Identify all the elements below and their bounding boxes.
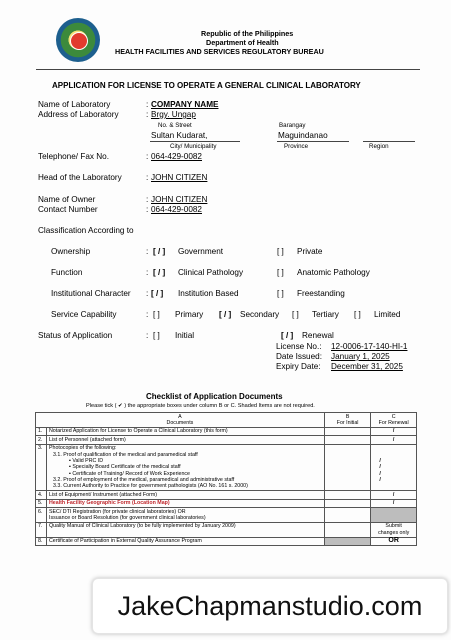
colon: : xyxy=(146,110,149,119)
colon: : xyxy=(146,195,149,204)
checklist-title: Checklist of Application Documents xyxy=(146,392,283,401)
table-row: 5. Health Facility Geographic Form (Location Map) / xyxy=(36,499,417,507)
initial-checkbox: [ ] xyxy=(153,331,160,340)
initial-option: Initial xyxy=(175,331,195,340)
primary-checkbox: [ ] xyxy=(153,310,160,319)
secondary-option: Secondary xyxy=(240,310,280,319)
city-underline xyxy=(150,141,240,142)
table-row: 4. List of Equipment/ Instrument (attached Form) / xyxy=(36,491,417,499)
city-caption: City/ Municipality xyxy=(170,143,217,150)
anatomic-pathology-option: Anatomic Pathology xyxy=(297,268,370,277)
column-b-header: B For Initial xyxy=(324,413,370,428)
province-underline xyxy=(277,141,349,142)
doc-item: List of Personnel (attached form) xyxy=(46,436,324,444)
primary-option: Primary xyxy=(175,310,204,319)
shaded-cell xyxy=(324,537,370,545)
table-row: 1. Notarized Application for License to Operate a Clinical Laboratory (this form) / xyxy=(36,427,417,435)
expiry-date-label: Expiry Date: xyxy=(276,362,321,371)
tertiary-option: Tertiary xyxy=(312,310,339,319)
colon: : xyxy=(146,331,149,340)
government-checkbox: [ / ] xyxy=(153,247,166,256)
private-option: Private xyxy=(297,247,323,256)
doc-item: Photocopies of the following: 3.1. Proof of qualification of the medical and paramedical staff ▪ Valid PRC ID ▪ Specialty Board Certificate of the medical staff ▪ Certificate of Training/ Record of Work Experience 3.2. Proof of employment of the medical, paramedical and administrative staff 3.3. Current Authority to Practice for government pathologists (AO No. 161 s. 2000) xyxy=(46,444,324,490)
initial-cell xyxy=(324,427,370,435)
secondary-checkbox: [ / ] xyxy=(219,310,232,319)
header-divider xyxy=(36,69,420,70)
colon: : xyxy=(146,173,149,182)
telephone-value: 064-429-0082 xyxy=(151,152,202,161)
region-underline xyxy=(363,141,415,142)
table-row: 8. Certificate of Participation in External Quality Assurance Program OR xyxy=(36,537,417,545)
renewal-ticks: / / / / xyxy=(371,444,417,490)
head-value: JOHN CITIZEN xyxy=(151,173,208,182)
column-c-header: C For Renewal xyxy=(371,413,417,428)
column-a-header: A Documents xyxy=(36,413,325,428)
table-row: 3. Photocopies of the following: 3.1. Proof of qualification of the medical and paramedical staff ▪ Valid PRC ID ▪ Specialty Board Certificate of the medical staff ▪ Certificate of Training/ Record of Work Experience 3.2. Proof of employment of the medical, paramedical and administrative staff 3.3. Current Authority to Practice for government pathologists (AO No. 161 s. 2000) / / / / xyxy=(36,444,417,490)
clinical-pathology-option: Clinical Pathology xyxy=(178,268,244,277)
table-row: 6. SEC/ DTI Registration (for private clinical laboratories) OR Issuance or Board Resolution (for government clinical laboratories) xyxy=(36,507,417,522)
province-caption: Province xyxy=(284,143,309,150)
header-line-department: Department of Health xyxy=(206,38,279,47)
initial-cell xyxy=(324,436,370,444)
head-label: Head of the Laboratory xyxy=(38,173,122,182)
doc-item: Certificate of Participation in External Quality Assurance Program xyxy=(46,537,324,545)
initial-cell xyxy=(324,499,370,507)
owner-value: JOHN CITIZEN xyxy=(151,195,208,204)
freestanding-option: Freestanding xyxy=(297,289,345,298)
address-province-value: Maguindanao xyxy=(278,131,328,140)
or-cell: OR xyxy=(371,537,417,545)
doc-item: Quality Manual of Clinical Laboratory (to be fully implemented by January 2009) xyxy=(46,522,324,537)
service-capability-label: Service Capability xyxy=(51,310,117,319)
shaded-cell xyxy=(371,507,417,522)
checklist-table xyxy=(35,412,417,546)
date-issued-value: January 1, 2025 xyxy=(331,352,390,361)
barangay-caption: Barangay xyxy=(279,122,306,129)
colon: : xyxy=(146,268,149,277)
clinical-pathology-checkbox: [ / ] xyxy=(153,268,166,277)
doh-seal-logo xyxy=(56,18,100,62)
institution-based-option: Institution Based xyxy=(178,289,239,298)
header-line-republic: Republic of the Philippines xyxy=(201,29,294,38)
license-no-label: License No.: xyxy=(276,342,322,351)
ownership-label: Ownership xyxy=(51,247,91,256)
address-city-value: Sultan Kudarat, xyxy=(151,131,208,140)
table-header-row xyxy=(36,413,417,428)
colon: : xyxy=(146,152,149,161)
limited-option: Limited xyxy=(374,310,401,319)
colon: : xyxy=(146,247,149,256)
colon: : xyxy=(146,310,149,319)
owner-label: Name of Owner xyxy=(38,195,96,204)
doc-item: List of Equipment/ Instrument (attached Form) xyxy=(46,491,324,499)
submit-changes-cell: Submit changes only xyxy=(371,522,417,537)
date-issued-label: Date Issued: xyxy=(276,352,322,361)
header-line-bureau: HEALTH FACILITIES AND SERVICES REGULATORY BUREAU xyxy=(115,47,324,56)
doc-item: SEC/ DTI Registration (for private clinical laboratories) OR Issuance or Board Resolution (for government clinical laboratories) xyxy=(46,507,324,522)
anatomic-pathology-checkbox: [ ] xyxy=(277,268,284,277)
colon: : xyxy=(146,205,149,214)
address-brgy-value: Brgy. Ungap xyxy=(151,110,196,119)
initial-cell xyxy=(324,507,370,522)
region-caption: Region xyxy=(369,143,389,150)
renewal-option: Renewal xyxy=(302,331,334,340)
colon: : xyxy=(146,289,149,298)
limited-checkbox: [ ] xyxy=(354,310,361,319)
contact-value: 064-429-0082 xyxy=(151,205,202,214)
table-row: 7. Quality Manual of Clinical Laboratory (to be fully implemented by January 2009) Submit changes only xyxy=(36,522,417,537)
form-title: APPLICATION FOR LICENSE TO OPERATE A GENERAL CLINICAL LABORATORY xyxy=(52,81,361,90)
tertiary-checkbox: [ ] xyxy=(292,310,299,319)
renewal-tick: / xyxy=(371,436,417,444)
lab-address-label: Address of Laboratory xyxy=(38,110,119,119)
function-label: Function xyxy=(51,268,83,277)
contact-label: Contact Number xyxy=(38,205,98,214)
freestanding-checkbox: [ ] xyxy=(277,289,284,298)
initial-cell xyxy=(324,522,370,537)
renewal-checkbox: [ / ] xyxy=(281,331,294,340)
government-option: Government xyxy=(178,247,224,256)
doc-item: Notarized Application for License to Operate a Clinical Laboratory (this form) xyxy=(46,427,324,435)
initial-cell xyxy=(324,444,370,490)
lab-name-value: COMPANY NAME xyxy=(151,100,219,109)
doc-item-highlight: Health Facility Geographic Form (Location Map) xyxy=(46,499,324,507)
institutional-character-label: Institutional Character xyxy=(51,289,131,298)
table-row: 2. List of Personnel (attached form) / xyxy=(36,436,417,444)
colon: : xyxy=(146,100,149,109)
renewal-tick: / xyxy=(371,499,417,507)
initial-cell xyxy=(324,491,370,499)
no-street-caption: No. & Street xyxy=(158,122,192,129)
lab-name-label: Name of Laboratory xyxy=(38,100,111,109)
classification-label: Classification According to xyxy=(38,226,134,235)
telephone-label: Telephone/ Fax No. xyxy=(38,152,109,161)
checklist-instruction: Please tick ( ✔ ) the appropriate boxes under column B or C. Shaded Items are not required. xyxy=(86,403,315,409)
status-label: Status of Application xyxy=(38,331,113,340)
institution-based-checkbox: [ / ] xyxy=(151,289,164,298)
renewal-tick: / xyxy=(371,427,417,435)
expiry-date-value: December 31, 2025 xyxy=(331,362,403,371)
license-no-value: 12-0006-17-140-HI-1 xyxy=(331,342,408,351)
private-checkbox: [ ] xyxy=(277,247,284,256)
renewal-tick: / xyxy=(371,491,417,499)
watermark-banner: JakeChapmanstudio.com xyxy=(92,578,448,634)
